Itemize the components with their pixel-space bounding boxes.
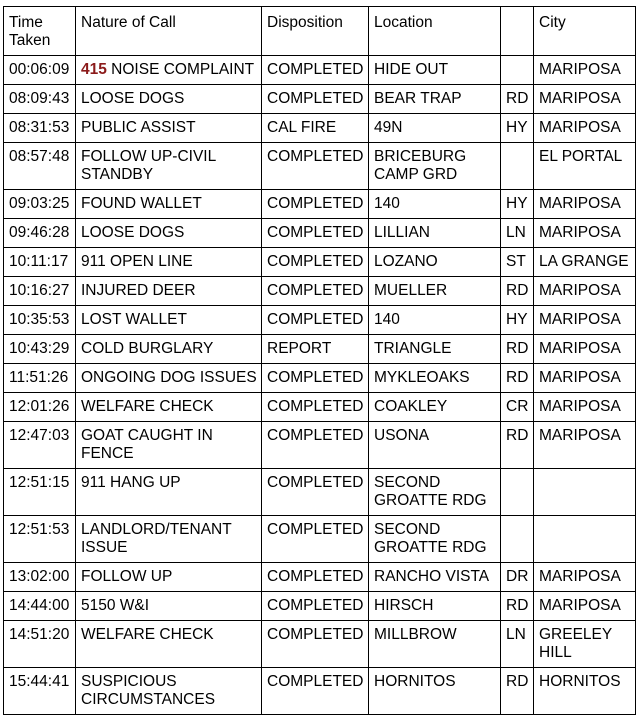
cell-nature [76,56,262,85]
cell-disposition: COMPLETED [262,219,369,248]
cell-location: 140 [369,190,501,219]
table-row [4,190,636,219]
cell-nature [76,219,262,248]
cell-disposition: COMPLETED [262,469,369,516]
cell-nature [76,306,262,335]
cell-location: SECOND GROATTE RDG [369,469,501,516]
cell-city: EL PORTAL [534,143,636,190]
nature-text: PUBLIC ASSIST [81,119,196,136]
table-row [4,56,636,85]
cell-nature [76,422,262,469]
cell-nature [76,248,262,277]
cell-city: GREELEY HILL [534,621,636,668]
cell-disposition: COMPLETED [262,422,369,469]
nature-text: 5150 W&I [81,597,150,614]
cell-city: MARIPOSA [534,190,636,219]
cell-time: 12:51:53 [4,516,76,563]
cell-city: MARIPOSA [534,219,636,248]
cell-city [534,516,636,563]
cell-disposition: COMPLETED [262,277,369,306]
cell-city: MARIPOSA [534,306,636,335]
table-row [4,592,636,621]
cell-location: USONA [369,422,501,469]
table-row [4,364,636,393]
cell-city: MARIPOSA [534,114,636,143]
cell-city: MARIPOSA [534,85,636,114]
cell-time: 09:03:25 [4,190,76,219]
cell-suffix: RD [501,277,534,306]
nature-text: GOAT CAUGHT IN FENCE [81,427,218,462]
cell-location: MILLBROW [369,621,501,668]
cell-disposition: REPORT [262,335,369,364]
header-suffix [501,7,534,56]
nature-text: 911 OPEN LINE [81,253,193,270]
cell-suffix: DR [501,563,534,592]
cell-disposition: COMPLETED [262,621,369,668]
cell-city: MARIPOSA [534,592,636,621]
cell-location: SECOND GROATTE RDG [369,516,501,563]
table-row [4,219,636,248]
cell-suffix: RD [501,335,534,364]
header-disposition: Disposition [262,7,369,56]
cell-time: 08:31:53 [4,114,76,143]
cell-disposition: COMPLETED [262,516,369,563]
cell-suffix [501,516,534,563]
header-nature: Nature of Call [76,7,262,56]
table-row [4,393,636,422]
cell-nature [76,143,262,190]
table-row [4,563,636,592]
cell-suffix: RD [501,422,534,469]
nature-code: 415 [81,61,107,78]
cell-location: TRIANGLE [369,335,501,364]
cell-location: BRICEBURG CAMP GRD [369,143,501,190]
table-row [4,114,636,143]
cell-suffix: HY [501,190,534,219]
cell-disposition: COMPLETED [262,563,369,592]
cell-nature [76,563,262,592]
cell-suffix: ST [501,248,534,277]
cell-suffix: RD [501,592,534,621]
cell-nature [76,469,262,516]
cell-location: HORNITOS [369,668,501,715]
cell-city: MARIPOSA [534,277,636,306]
cell-disposition: COMPLETED [262,248,369,277]
call-log-table [3,6,636,715]
table-row [4,85,636,114]
cell-time: 09:46:28 [4,219,76,248]
cell-disposition: COMPLETED [262,306,369,335]
nature-text: 911 HANG UP [81,474,181,491]
table-row [4,621,636,668]
cell-disposition: CAL FIRE [262,114,369,143]
cell-time: 08:57:48 [4,143,76,190]
nature-text: WELFARE CHECK [81,626,214,643]
cell-suffix: RD [501,364,534,393]
cell-time: 14:44:00 [4,592,76,621]
cell-location: MYKLEOAKS [369,364,501,393]
cell-location: RANCHO VISTA [369,563,501,592]
cell-time: 12:47:03 [4,422,76,469]
table-row [4,143,636,190]
cell-city: MARIPOSA [534,422,636,469]
cell-suffix: CR [501,393,534,422]
nature-text: FOLLOW UP [81,568,173,585]
cell-time: 15:44:41 [4,668,76,715]
cell-disposition: COMPLETED [262,56,369,85]
nature-text: FOLLOW UP-CIVIL STANDBY [81,148,220,183]
cell-suffix [501,143,534,190]
nature-text: WELFARE CHECK [81,398,214,415]
cell-location: COAKLEY [369,393,501,422]
cell-time: 14:51:20 [4,621,76,668]
cell-city: HORNITOS [534,668,636,715]
cell-location: HIRSCH [369,592,501,621]
cell-location: 49N [369,114,501,143]
cell-disposition: COMPLETED [262,364,369,393]
cell-disposition: COMPLETED [262,190,369,219]
cell-disposition: COMPLETED [262,85,369,114]
header-location: Location [369,7,501,56]
cell-nature [76,85,262,114]
cell-time: 12:01:26 [4,393,76,422]
cell-suffix: HY [501,114,534,143]
cell-time: 10:11:17 [4,248,76,277]
table-row [4,277,636,306]
table-row [4,516,636,563]
cell-time: 11:51:26 [4,364,76,393]
cell-time: 10:43:29 [4,335,76,364]
table-row [4,306,636,335]
cell-suffix [501,469,534,516]
nature-text: LANDLORD/TENANT ISSUE [81,521,236,556]
cell-location: BEAR TRAP [369,85,501,114]
nature-text: NOISE COMPLAINT [106,61,255,78]
cell-nature [76,364,262,393]
cell-time: 12:51:15 [4,469,76,516]
cell-suffix: LN [501,621,534,668]
call-log-body [4,56,636,715]
nature-text: LOST WALLET [81,311,187,328]
header-city: City [534,7,636,56]
cell-suffix: HY [501,306,534,335]
table-row [4,668,636,715]
nature-text: LOOSE DOGS [81,224,185,241]
cell-time: 13:02:00 [4,563,76,592]
cell-location: 140 [369,306,501,335]
header-row [4,7,636,56]
cell-suffix: RD [501,668,534,715]
table-row [4,248,636,277]
cell-nature [76,393,262,422]
cell-suffix [501,56,534,85]
cell-city: MARIPOSA [534,563,636,592]
cell-city: MARIPOSA [534,393,636,422]
cell-disposition: COMPLETED [262,592,369,621]
cell-suffix: LN [501,219,534,248]
table-row [4,335,636,364]
nature-text: INJURED DEER [81,282,196,299]
cell-disposition: COMPLETED [262,668,369,715]
cell-disposition: COMPLETED [262,393,369,422]
nature-text: LOOSE DOGS [81,90,185,107]
cell-time: 08:09:43 [4,85,76,114]
cell-nature [76,668,262,715]
cell-nature [76,190,262,219]
nature-text: ONGOING DOG ISSUES [81,369,257,386]
cell-nature [76,621,262,668]
cell-nature [76,277,262,306]
cell-nature [76,114,262,143]
table-row [4,469,636,516]
cell-suffix: RD [501,85,534,114]
cell-city: MARIPOSA [534,56,636,85]
cell-city: MARIPOSA [534,364,636,393]
cell-time: 00:06:09 [4,56,76,85]
cell-city: LA GRANGE [534,248,636,277]
cell-nature [76,516,262,563]
cell-nature [76,592,262,621]
cell-city: MARIPOSA [534,335,636,364]
cell-location: LOZANO [369,248,501,277]
cell-location: LILLIAN [369,219,501,248]
cell-location: HIDE OUT [369,56,501,85]
header-time: Time Taken [4,7,76,56]
cell-disposition: COMPLETED [262,143,369,190]
cell-time: 10:35:53 [4,306,76,335]
cell-location: MUELLER [369,277,501,306]
nature-text: SUSPICIOUS CIRCUMSTANCES [81,673,216,708]
cell-city [534,469,636,516]
cell-nature [76,335,262,364]
cell-time: 10:16:27 [4,277,76,306]
nature-text: COLD BURGLARY [81,340,214,357]
nature-text: FOUND WALLET [81,195,202,212]
table-row [4,422,636,469]
